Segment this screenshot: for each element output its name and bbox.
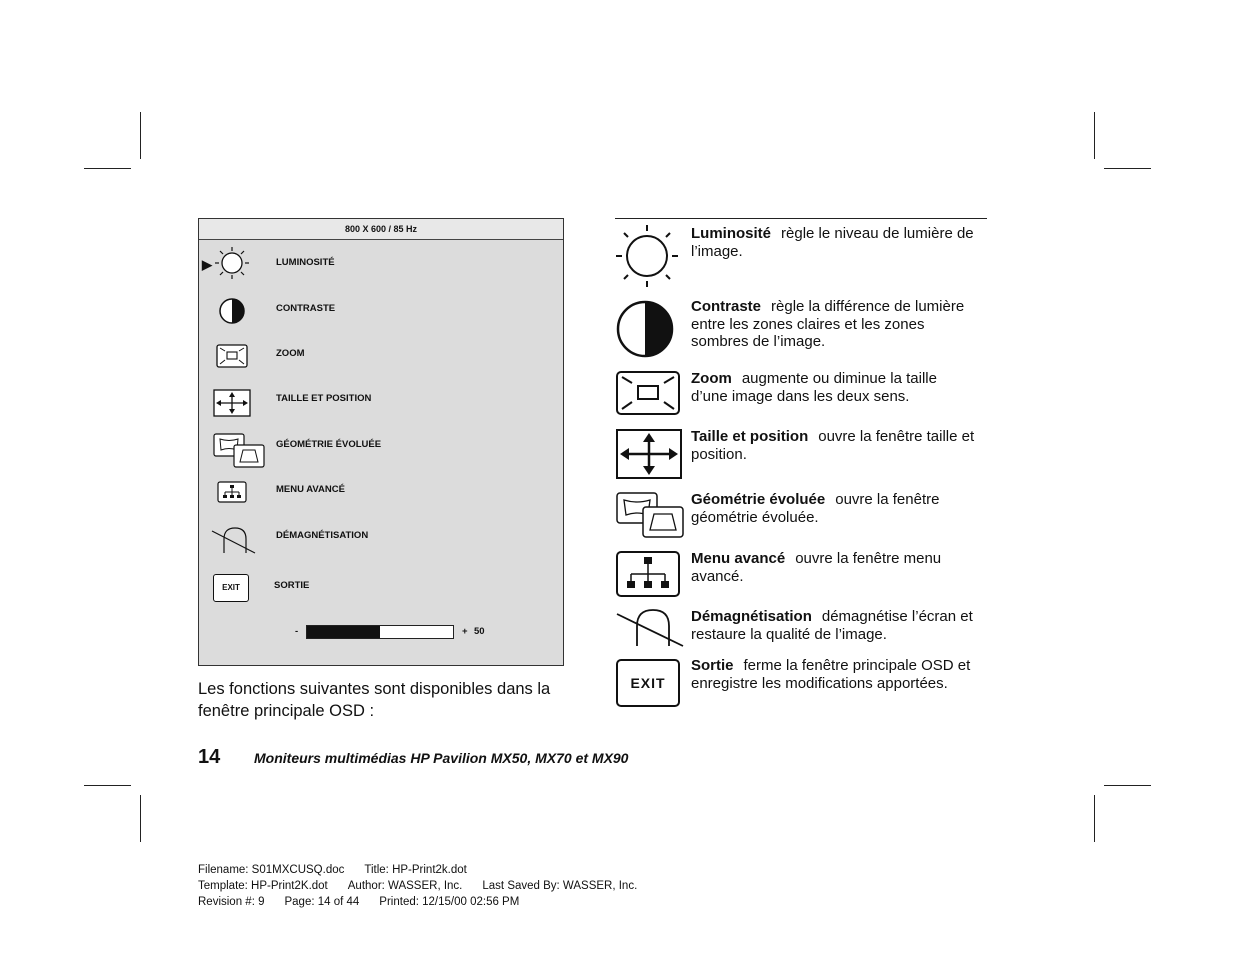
crop-mark [140, 112, 141, 159]
description-menu-avance [691, 550, 976, 585]
osd-item-taille-position[interactable]: TAILLE ET POSITION [276, 393, 372, 404]
term-sortie: Sortie [691, 657, 734, 674]
contrast-icon [615, 299, 675, 359]
crop-mark [84, 168, 131, 169]
text-sortie: ferme la fenêtre principale OSD et enregistre les modifications apportées. [691, 657, 971, 692]
crop-mark [1094, 795, 1095, 842]
exit-icon: EXIT [616, 659, 680, 707]
meta-line-3 [198, 896, 539, 908]
slider-value: 50 [474, 626, 485, 637]
sun-icon[interactable] [213, 246, 251, 280]
text-zoom: augmente ou diminue la taille d’une image dans les deux sens. [691, 370, 937, 405]
section-rule [615, 218, 987, 219]
running-title: Moniteurs multimédias HP Pavilion MX50, MX70 et MX90 [254, 750, 629, 766]
crop-mark [1104, 168, 1151, 169]
osd-item-sortie[interactable]: SORTIE [274, 580, 310, 591]
osd-item-demagnetisation[interactable]: DÉMAGNÉTISATION [276, 530, 369, 541]
meta-filename: Filename: S01MXCUSQ.doc [198, 864, 345, 876]
osd-resolution-header: 800 X 600 / 85 Hz [199, 219, 563, 240]
term-menu-avance: Menu avancé [691, 550, 786, 567]
description-geometrie-evoluee [691, 491, 976, 526]
geometry-icon [615, 491, 685, 539]
crop-mark [1094, 112, 1095, 159]
text-demagnetisation: démagnétise l’écran et restaure la qualité de l’image. [691, 608, 973, 643]
term-zoom: Zoom [691, 370, 732, 387]
term-taille-position: Taille et position [691, 428, 809, 445]
contrast-icon[interactable] [218, 297, 246, 325]
slider-minus-label: - [295, 626, 299, 637]
value-slider[interactable] [306, 625, 454, 639]
intro-paragraph: Les fonctions suivantes sont disponibles dans la fenêtre principale OSD : [198, 680, 551, 720]
meta-title: Title: HP-Print2k.dot [364, 864, 467, 876]
description-zoom [691, 370, 976, 405]
osd-item-geometrie-evoluee[interactable]: GÉOMÉTRIE ÉVOLUÉE [276, 439, 382, 450]
meta-revision: Revision #: 9 [198, 896, 265, 908]
osd-item-zoom[interactable]: ZOOM [276, 348, 305, 359]
meta-line-1 [198, 864, 487, 876]
zoom-icon[interactable] [216, 344, 248, 368]
description-luminosite [691, 225, 976, 260]
term-demagnetisation: Démagnétisation [691, 608, 812, 625]
meta-page: Page: 14 of 44 [284, 896, 360, 908]
exit-button[interactable]: EXIT [213, 574, 249, 602]
tree-menu-icon [615, 550, 681, 598]
meta-template: Template: HP-Print2K.dot [198, 880, 328, 892]
term-contraste: Contraste [691, 298, 762, 315]
move-arrows-icon [615, 428, 683, 480]
crop-mark [140, 795, 141, 842]
osd-item-menu-avance[interactable]: MENU AVANCÉ [276, 484, 345, 495]
meta-printed: Printed: 12/15/00 02:56 PM [379, 896, 520, 908]
text-contraste: règle la différence de lumière entre les zones claires et les zones sombres de l’image. [691, 298, 965, 350]
description-taille-position [691, 428, 976, 463]
page-number: 14 [198, 746, 221, 768]
slider-plus-label: + [462, 626, 468, 637]
crop-mark [84, 785, 131, 786]
degauss-icon[interactable] [211, 525, 257, 555]
meta-line-2 [198, 880, 657, 892]
meta-last-saved: Last Saved By: WASSER, Inc. [482, 880, 638, 892]
text-luminosite: règle le niveau de lumière de l’image. [691, 225, 974, 260]
description-contraste [691, 298, 976, 351]
geometry-icon[interactable] [213, 433, 265, 469]
zoom-icon [615, 370, 681, 416]
osd-item-contraste[interactable]: CONTRASTE [276, 303, 336, 314]
term-luminosite: Luminosité [691, 225, 772, 242]
term-geometrie-evoluee: Géométrie évoluée [691, 491, 826, 508]
move-arrows-icon[interactable] [213, 389, 251, 417]
description-demagnetisation [691, 608, 976, 643]
text-menu-avance: ouvre la fenêtre menu avancé. [691, 550, 942, 585]
degauss-icon [615, 606, 685, 648]
meta-author: Author: WASSER, Inc. [347, 880, 463, 892]
osd-item-luminosite[interactable]: LUMINOSITÉ [276, 257, 335, 268]
text-geometrie-evoluee: ouvre la fenêtre géométrie évoluée. [691, 491, 940, 526]
osd-main-window [198, 218, 564, 666]
sun-icon [615, 224, 679, 288]
selection-marker: ▶ [202, 257, 212, 272]
description-sortie [691, 657, 976, 692]
crop-mark [1104, 785, 1151, 786]
tree-menu-icon[interactable] [217, 481, 247, 503]
slider-fill [307, 626, 380, 638]
text-taille-position: ouvre la fenêtre taille et position. [691, 428, 975, 463]
